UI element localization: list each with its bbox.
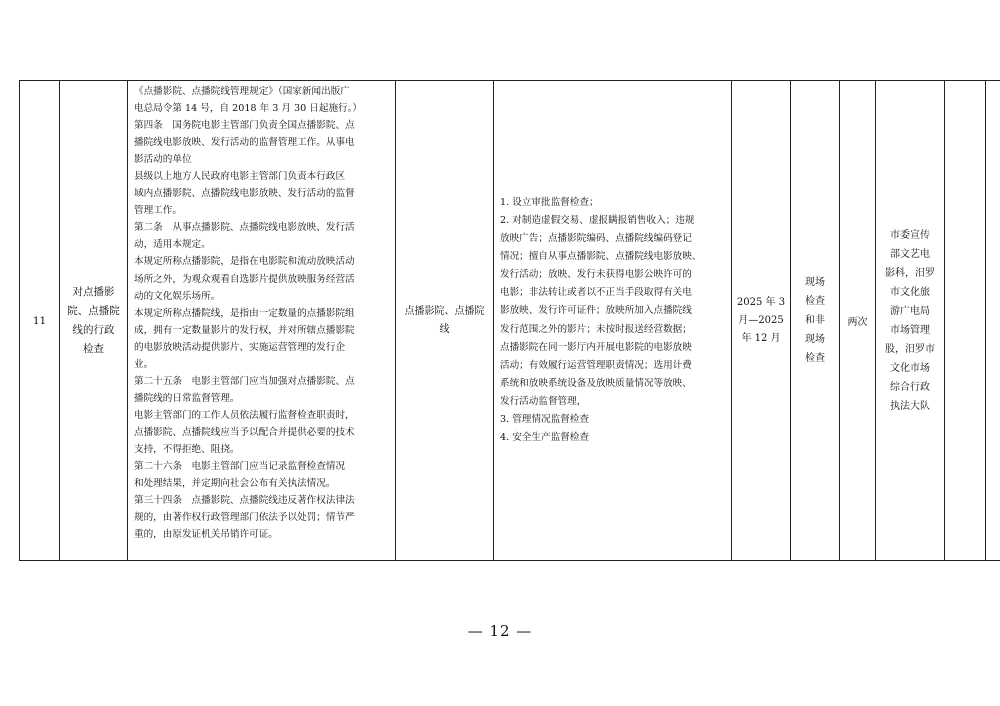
empty-cell xyxy=(986,81,1000,561)
inspection-table xyxy=(19,80,1000,561)
department-line: 部文艺电 xyxy=(890,248,930,260)
inspection-content-line: 点播影院在同一影厅内开展电影院的电影放映 xyxy=(500,341,692,353)
legal-basis-line: 《点播影院、点播院线管理规定》（国家新闻出版广 xyxy=(134,86,350,97)
inspection-content-line: 放映广告；点播影院编码、点播院线编码登记 xyxy=(500,233,692,245)
inspection-time-line: 月—2025 xyxy=(738,314,784,326)
department-line: 影科，汨罗 xyxy=(885,267,935,279)
table-row xyxy=(20,81,1000,561)
row-number: 11 xyxy=(32,314,47,327)
inspection-content-line: 发行活动；放映、发行未获得电影公映许可的 xyxy=(500,269,692,281)
legal-basis-line: 场所之外，为观众观看自选影片提供放映服务经营活 xyxy=(134,273,355,285)
inspection-content-line: 1. 设立审批监督检查； xyxy=(500,196,599,208)
empty-cell xyxy=(945,81,986,561)
inspection-content-cell xyxy=(494,81,732,561)
legal-basis-line: 域内点播影院、点播院线电影放映、发行活动的监督 xyxy=(134,188,355,200)
legal-basis-line: 县级以上地方人民政府电影主管部门负责本行政区 xyxy=(134,171,346,183)
inspection-object-cell xyxy=(396,81,494,561)
inspection-object-line: 线 xyxy=(439,323,450,335)
inspection-mode-line: 检查 xyxy=(805,353,825,364)
legal-basis-line: 电总局令第 14 号，自 2018 年 3 月 30 日起施行。） xyxy=(134,103,363,115)
legal-basis-line: 支持，不得拒绝、阻挠。 xyxy=(134,443,240,455)
page-number: — 12 — xyxy=(467,622,533,640)
inspection-content-line: 电影；非法转让或者以不正当手段取得有关电 xyxy=(500,287,692,299)
department-line: 股，汨罗市 xyxy=(885,343,935,355)
legal-basis-line: 动的文化娱乐场所。 xyxy=(134,290,221,302)
legal-basis-line: 第四条 国务院电影主管部门负责全国点播影院、点 xyxy=(134,120,355,132)
legal-basis-line: 管理工作。 xyxy=(134,205,182,217)
inspection-content-line: 2. 对制造虚假交易、虚报瞒报销售收入；违规 xyxy=(500,214,695,226)
inspection-content-line: 影放映、发行许可证件；放映所加入点播院线 xyxy=(500,305,692,317)
legal-basis-line: 重的，由原发证机关吊销许可证。 xyxy=(134,529,278,541)
inspection-item-line: 院、点播院 xyxy=(67,304,120,317)
legal-basis-line: 影活动的单位 xyxy=(134,154,192,166)
inspection-content-line: 发行范围之外的影片；未按时报送经营数据； xyxy=(500,323,692,335)
inspection-time-line: 年 12 月 xyxy=(741,332,781,344)
inspection-item-line: 线的行政 xyxy=(72,323,115,336)
inspection-item-line: 对点播影 xyxy=(72,285,115,298)
legal-basis-line: 的电影放映活动提供影片、实施运营管理的发行企 xyxy=(134,341,346,353)
inspection-time-line: 2025 年 3 xyxy=(736,296,786,308)
department-line: 文化市场 xyxy=(890,362,930,374)
legal-basis-line: 第三十四条 点播影院、点播院线违反著作权法律法 xyxy=(134,495,355,507)
inspection-mode-line: 现场 xyxy=(805,277,825,288)
inspection-frequency: 两次 xyxy=(847,317,868,328)
row-number-cell xyxy=(20,81,60,561)
inspection-mode-line: 检查 xyxy=(805,296,825,307)
inspection-content-line: 发行活动监督管理， xyxy=(500,395,587,407)
department-line: 市文化旅 xyxy=(890,286,930,298)
legal-basis-line: 点播影院、点播院线应当予以配合并提供必要的技术 xyxy=(134,426,355,438)
legal-basis-line: 电影主管部门的工作人员依法履行监督检查职责时， xyxy=(134,409,355,421)
inspection-content-line: 情况；擅自从事点播影院、点播院线电影放映、 xyxy=(500,251,702,263)
department-line: 市场管理 xyxy=(890,324,930,336)
inspection-content-line: 系统和放映系统设备及放映质量情况等放映、 xyxy=(500,377,692,389)
department-cell xyxy=(876,81,945,561)
inspection-time-cell xyxy=(732,81,791,561)
legal-basis-line: 播院线电影放映、发行活动的监督管理工作。从事电 xyxy=(134,137,355,149)
inspection-content-line: 活动；有效履行运营管理职责情况；选用计费 xyxy=(500,359,692,371)
legal-basis-line: 本规定所称点播影院，是指在电影院和流动放映活动 xyxy=(134,256,355,268)
inspection-frequency-cell xyxy=(840,81,876,561)
inspection-object-line: 点播影院、点播院 xyxy=(404,305,485,317)
legal-basis-line: 成，拥有一定数量影片的发行权，并对所辖点播影院 xyxy=(134,324,355,336)
legal-basis-line: 第二十五条 电影主管部门应当加强对点播影院、点 xyxy=(134,375,355,387)
legal-basis-line: 业。 xyxy=(134,358,154,370)
department-line: 游广电局 xyxy=(890,305,930,317)
legal-basis-cell xyxy=(128,81,396,561)
inspection-item-cell xyxy=(60,81,128,561)
legal-basis-line: 和处理结果，并定期向社会公布有关执法情况。 xyxy=(134,478,336,490)
inspection-content-line: 3. 管理情况监督检查 xyxy=(500,413,589,425)
department-line: 执法大队 xyxy=(890,400,930,412)
inspection-mode-line: 和非 xyxy=(805,315,825,326)
inspection-item-line: 检查 xyxy=(83,342,104,355)
department-line: 市委宣传 xyxy=(890,229,930,241)
legal-basis-line: 动，适用本规定。 xyxy=(134,239,211,251)
inspection-content-line: 4. 安全生产监督检查 xyxy=(500,432,589,444)
legal-basis-line: 规的，由著作权行政管理部门依法予以处罚；情节严 xyxy=(134,512,355,524)
inspection-mode-line: 现场 xyxy=(805,334,825,345)
inspection-mode-cell xyxy=(791,81,840,561)
legal-basis-line: 播院线的日常监督管理。 xyxy=(134,392,240,404)
legal-basis-line: 本规定所称点播院线，是指由一定数量的点播影院组 xyxy=(134,307,355,319)
legal-basis-line: 第二条 从事点播影院、点播院线电影放映、发行活 xyxy=(134,222,355,234)
department-line: 综合行政 xyxy=(890,381,930,393)
legal-basis-line: 第二十六条 电影主管部门应当记录监督检查情况 xyxy=(134,461,346,473)
